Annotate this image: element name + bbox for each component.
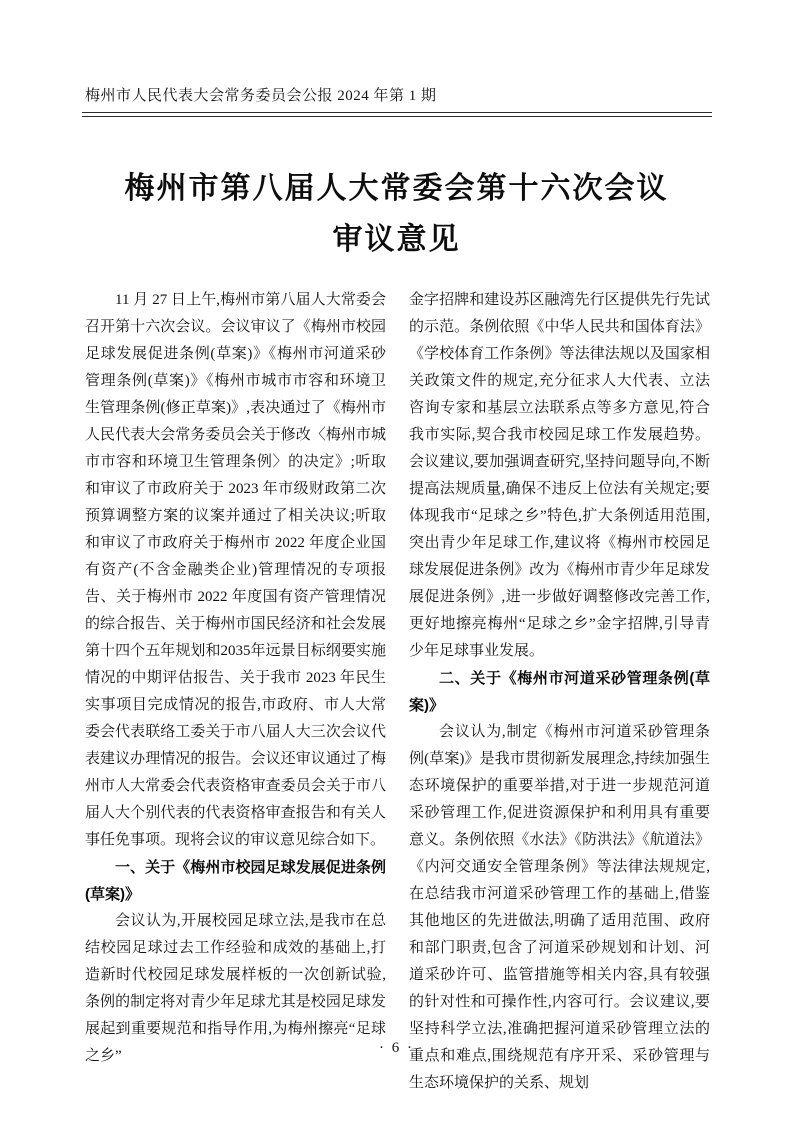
left-column (85, 287, 386, 1097)
section-heading-2: 二、关于《梅州市河道采砂管理条例(草案)》 (409, 670, 710, 714)
page-number: · 6 · (379, 1040, 414, 1056)
paragraph-section2: 会议认为,制定《梅州市河道采砂管理条例(草案)》是我市贯彻新发展理念,持续加强生态环境保护的重要举措,对于进一步规范河道采砂管理工作,促进资源保护和利用具有重要意义。条例依照《水法》《防洪法》《航道法》《内河交通安全管理条例》等法律法规规定,在总结我市河道采砂管理工作的基础上,借鉴其他地区的先进做法,明确了适用范围、政府和部门职责,包含了河道采砂规划和计划、河道采砂许可、监管措施等相关内容,具有较强的针对性和可操作性,内容可行。会议建议,要坚持科学立法,准确把握河道采砂管理立法的重点和难点,围绕规范有序开采、采砂管理与生态环境保护的关系、规划 (409, 724, 710, 1091)
title-line-1: 梅州市第八届人大常委会第十六次会议 (124, 172, 669, 205)
body-columns (85, 287, 710, 1097)
header-rule (82, 112, 712, 117)
document-title (0, 163, 793, 265)
right-column (409, 287, 710, 1097)
journal-header: 梅州市人民代表大会常务委员会公报 2024 年第 1 期 (85, 88, 437, 104)
paragraph-section1: 会议认为,开展校园足球立法,是我市在总结校园足球过去工作经验和成效的基础上,打造新时代校园足球发展样板的一次创新试验,条例的制定将对青少年足球尤其是校园足球发展起到重要规范和指导作用,为梅州擦亮“足球之乡” (85, 913, 386, 1064)
section-heading-1: 一、关于《梅州市校园足球发展促进条例(草案)》 (85, 859, 386, 903)
paragraph-section1-continued: 金字招牌和建设苏区融湾先行区提供先行先试的示范。条例依照《中华人民共和国体育法》《学校体育工作条例》等法律法规以及国家相关政策文件的规定,充分征求人大代表、立法咨询专家和基层立法联系点等多方意见,符合我市实际,契合我市校园足球工作发展趋势。会议建议,要加强调查研究,坚持问题导向,不断提高法规质量,确保不违反上位法有关规定;要体现我市“足球之乡”特色,扩大条例适用范围,突出青少年足球工作,建议将《梅州市校园足球发展促进条例》改为《梅州市青少年足球发展促进条例》,进一步做好调整修改完善工作,更好地擦亮梅州“足球之乡”金字招牌,引导青少年足球事业发展。 (409, 292, 710, 659)
paragraph-intro: 11 月 27 日上午,梅州市第八届人大常委会召开第十六次会议。会议审议了《梅州市校园足球发展促进条例(草案)》《梅州市河道采砂管理条例(草案)》《梅州市城市市容和环境卫生管理条例(修正草案)》,表决通过了《梅州市人民代表大会常务委员会关于修改〈梅州市城市市容和环境卫生管理条例〉的决定》;听取和审议了市政府关于 2023 年市级财政第二次预算调整方案的议案并通过了相关决议;听取和审议了市政府关于梅州市 2022 年度企业国有资产(不含金融类企业)管理情况的专项报告、关于梅州市 2022 年度国有资产管理情况的综合报告、关于梅州市国民经济和社会发展第十四个五年规划和2035年远景目标纲要实施情况的中期评估报告、关于我市 2023 年民生实事项目完成情况的报告,市政府、市人大常委会代表联络工委关于市八届人大三次会议代表建议办理情况的报告。会议还审议通过了梅州市人大常委会代表资格审查委员会关于市八届人大个别代表的代表资格审查报告和有关人事任免事项。现将会议的审议意见综合如下。 (85, 292, 386, 848)
title-line-2: 审议意见 (332, 223, 461, 256)
